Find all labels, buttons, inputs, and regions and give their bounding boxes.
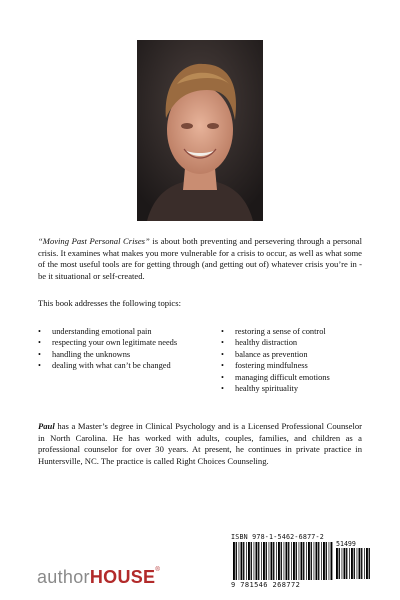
topic-item: • understanding emotional pain	[38, 326, 188, 337]
barcode-bar	[318, 542, 319, 580]
bio-body: has a Master’s degree in Clinical Psychology and is a Licensed Professional Counselor in North Carolina. He has worked with adults, couples, families, and children as a professional counselor for over 30 years. At present, he continues in private practice in Huntersville, NC. The practice is called Right Choices Counseling.	[38, 421, 362, 466]
barcode-bar	[314, 542, 315, 580]
barcode-bar	[339, 548, 340, 579]
topics-column-right	[221, 326, 361, 394]
topic-item: • healthy distraction	[221, 337, 361, 348]
barcode-bar	[316, 542, 318, 580]
barcode-bar	[276, 542, 277, 580]
barcode-bar	[286, 542, 288, 580]
barcode-bar	[248, 542, 250, 580]
barcode-bar	[354, 548, 355, 579]
barcode-bar	[321, 542, 322, 580]
book-title: “Moving Past Personal Crises”	[38, 236, 150, 246]
barcode-bar	[266, 542, 267, 580]
barcode-bar	[293, 542, 295, 580]
barcode-bar	[331, 542, 333, 580]
barcode-bar	[251, 542, 252, 580]
barcode-bar	[329, 542, 330, 580]
barcode-bar	[243, 542, 244, 580]
isbn-barcode	[229, 533, 372, 592]
barcode-bar	[361, 548, 362, 579]
barcode-bar	[269, 542, 270, 580]
topics-column-left	[38, 326, 188, 394]
topic-item: • managing difficult emotions	[221, 372, 361, 383]
barcode-bar	[306, 542, 307, 580]
topic-item: • healthy spirituality	[221, 383, 361, 394]
barcode-bar	[254, 542, 255, 580]
ean-barcode-bars	[233, 542, 333, 582]
barcode-bar	[369, 548, 370, 579]
barcode-bar	[246, 542, 247, 580]
barcode-bar	[296, 542, 297, 580]
book-description	[38, 236, 362, 282]
barcode-bar	[284, 542, 285, 580]
barcode-bar	[239, 542, 240, 580]
barcode-addon-number: 51499	[336, 540, 356, 548]
barcode-bar	[357, 548, 358, 579]
isbn-label: ISBN 978-1-5462-6877-2	[231, 533, 324, 541]
barcode-bar	[271, 542, 273, 580]
barcode-bar	[346, 548, 347, 579]
barcode-bar	[364, 548, 365, 579]
barcode-bar	[359, 548, 361, 579]
barcode-bar	[263, 542, 265, 580]
topics-list	[38, 326, 362, 394]
barcode-bar	[323, 542, 325, 580]
barcode-bar	[241, 542, 243, 580]
barcode-bar	[281, 542, 282, 580]
topics-intro: This book addresses the following topics:	[38, 298, 181, 308]
barcode-bar	[236, 542, 237, 580]
topic-item: • balance as prevention	[221, 349, 361, 360]
barcode-bar	[233, 542, 235, 580]
barcode-bar	[261, 542, 262, 580]
barcode-bar	[258, 542, 259, 580]
barcode-bar	[326, 542, 327, 580]
topic-item: • restoring a sense of control	[221, 326, 361, 337]
barcode-bar	[336, 548, 338, 579]
publisher-logo	[37, 567, 160, 588]
barcode-bar	[308, 542, 310, 580]
author-photo	[137, 40, 263, 221]
barcode-bar	[351, 548, 353, 579]
barcode-bar	[303, 542, 304, 580]
barcode-bar	[366, 548, 368, 579]
barcode-bar	[299, 542, 300, 580]
topic-item: • handling the unknowns	[38, 349, 188, 360]
barcode-bar	[288, 542, 289, 580]
author-portrait-image	[137, 40, 263, 221]
publisher-name: HOUSE	[89, 567, 156, 587]
barcode-bar	[273, 542, 274, 580]
topic-item: • respecting your own legitimate needs	[38, 337, 188, 348]
barcode-bar	[256, 542, 258, 580]
author-name: Paul	[38, 421, 55, 431]
barcode-bar	[342, 548, 343, 579]
description-body: is about both preventing and persevering through a personal crisis. It examines what makes you more vulnerable for a crisis to occur, as well as what some of the most useful tools are for getting through (and getting out of) whatever crisis you’re in - be it situational or self-created.	[38, 236, 362, 281]
barcode-bar	[344, 548, 346, 579]
barcode-bar	[311, 542, 312, 580]
barcode-bar	[349, 548, 350, 579]
topic-item: • fostering mindfulness	[221, 360, 361, 371]
barcode-bar	[278, 542, 280, 580]
topic-item: • dealing with what can’t be changed	[38, 360, 188, 371]
barcode-bar	[291, 542, 292, 580]
publisher-prefix: author	[37, 567, 90, 587]
author-bio	[38, 421, 362, 467]
barcode-bar	[301, 542, 303, 580]
ean-number: 9 781546 268772	[231, 581, 301, 589]
registered-mark: ®	[155, 567, 161, 573]
addon-barcode-bars	[336, 548, 370, 581]
